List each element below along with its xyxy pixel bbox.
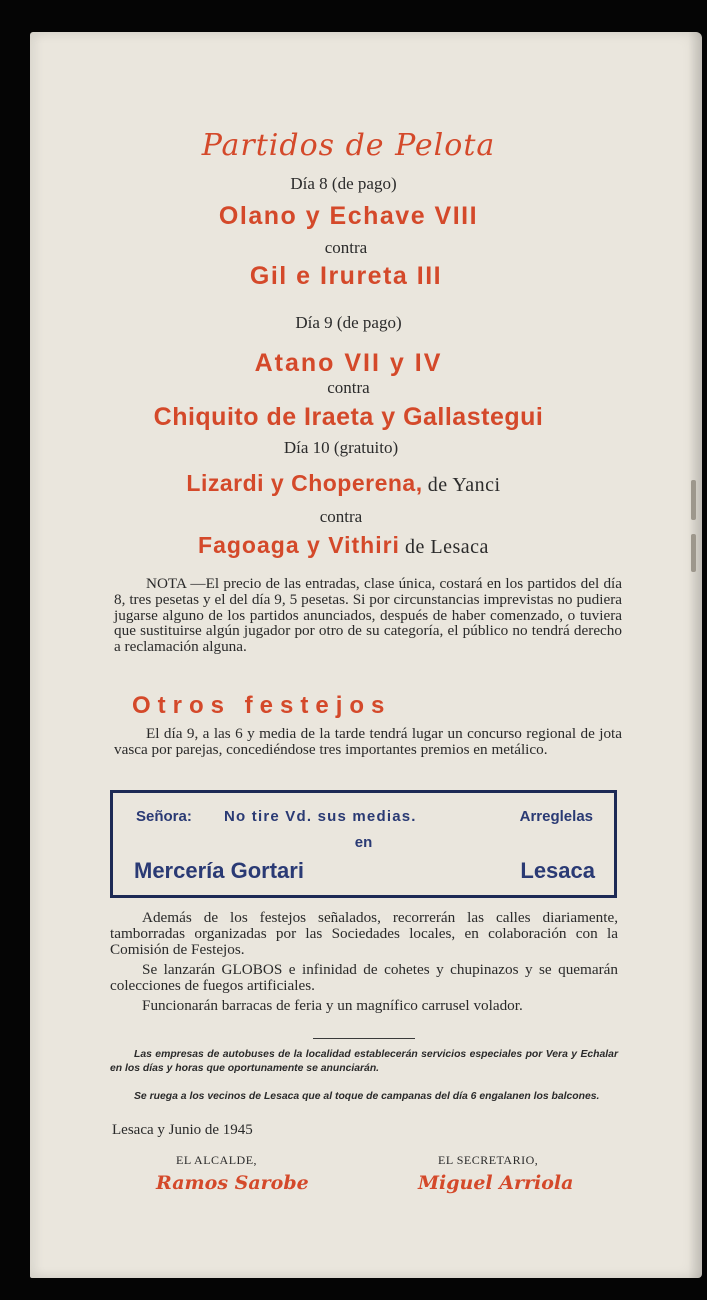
match-2-team-b: Chiquito de Iraeta y Gallastegui — [153, 403, 544, 431]
advertisement-box — [110, 790, 617, 898]
price-note-text: NOTA —El precio de las entradas, clase única, costará en los partidos del día 8, tres pesetas y el del día 9, 5 pesetas. Si por circunstancias imprevistas no pudiera jugarse alguno de los partidos anunciados, después de haber comenzado, o tuviera que sustituirse algún jugador por otro de su categoría, el público no tendrá derecho a reclamación alguna. — [114, 575, 622, 656]
match-2-versus: contra — [327, 378, 370, 397]
match-1-team-a: Olano y Echave VIII — [218, 202, 479, 230]
mayor-signature: Ramos Sarobe — [156, 1172, 309, 1194]
otros-festejos-body: El día 9, a las 6 y media de la tarde tendrá lugar un concurso regional de jota vasca por parejas, concediéndose tres importantes premios en metálico. — [114, 725, 622, 758]
ad-shop-name: Mercería Gortari — [134, 858, 304, 883]
festivities-paragraph-1-text: Además de los festejos señalados, recorrerán las calles diariamente, tamborradas organizadas por las Sociedades locales, en colaboración con la Comisión de Festejos. — [110, 909, 618, 958]
match-3-day: Día 10 (gratuito) — [283, 438, 399, 457]
balcony-notice-text: Se ruega a los vecinos de Lesaca que al toque de campanas del día 6 engalanen los balcones. — [134, 1091, 600, 1102]
price-note — [114, 576, 622, 655]
ad-top-rule — [110, 790, 617, 793]
ad-senora: Señora: — [136, 808, 192, 825]
match-3-team-a: Lizardi y Choperena, — [186, 470, 423, 496]
match-1-versus: contra — [324, 238, 368, 257]
festivities-paragraph-1 — [110, 910, 618, 957]
festivities-paragraph-3 — [110, 998, 618, 1014]
match-3-versus: contra — [319, 507, 363, 526]
ad-town: Lesaca — [520, 858, 595, 883]
balcony-notice — [110, 1090, 618, 1104]
mayor-role: EL ALCALDE, — [176, 1153, 258, 1167]
match-1-team-b: Gil e Irureta III — [249, 262, 443, 290]
match-3-team-a-origin: de Yanci — [427, 474, 501, 496]
match-2-day: Día 9 (de pago) — [295, 313, 402, 332]
ad-en: en — [354, 834, 373, 851]
bus-notice — [110, 1048, 618, 1075]
secretary-role: EL SECRETARIO, — [438, 1153, 539, 1167]
festivities-paragraph-2-text: Se lanzarán GLOBOS e infinidad de cohetes y chupinazos y se quemarán colecciones de fuegos artificiales. — [110, 961, 618, 994]
match-2-team-a: Atano VII y IV — [254, 349, 443, 377]
date-line: Lesaca y Junio de 1945 — [112, 1122, 253, 1138]
secretary-signature: Miguel Arriola — [418, 1172, 574, 1194]
match-3-team-b: Fagoaga y Vithiri — [198, 532, 400, 558]
match-3-team-b-origin: de Lesaca — [405, 536, 489, 558]
festivities-paragraph-3-text: Funcionarán barracas de feria y un magnífico carrusel volador. — [142, 997, 523, 1014]
otros-festejos-title: Otros festejos — [132, 692, 392, 719]
match-3-team-a-line — [0, 470, 707, 497]
page-title: Partidos de Pelota — [201, 128, 496, 163]
bus-notice-text: Las empresas de autobuses de la localidad establecerán servicios especiales por Vera y Echalar en los días y horas que oportunamente se anunciarán. — [110, 1049, 618, 1074]
ad-arreglelas: Arreglelas — [519, 808, 593, 825]
section-divider — [313, 1038, 415, 1039]
festivities-paragraph-2 — [110, 962, 618, 994]
match-1-day: Día 8 (de pago) — [290, 174, 397, 193]
ad-bottom-rule — [110, 895, 617, 898]
otros-festejos-text — [114, 726, 622, 758]
match-3-team-b-line — [0, 532, 707, 559]
ad-no-tire: No tire Vd. sus medias. — [224, 808, 417, 825]
